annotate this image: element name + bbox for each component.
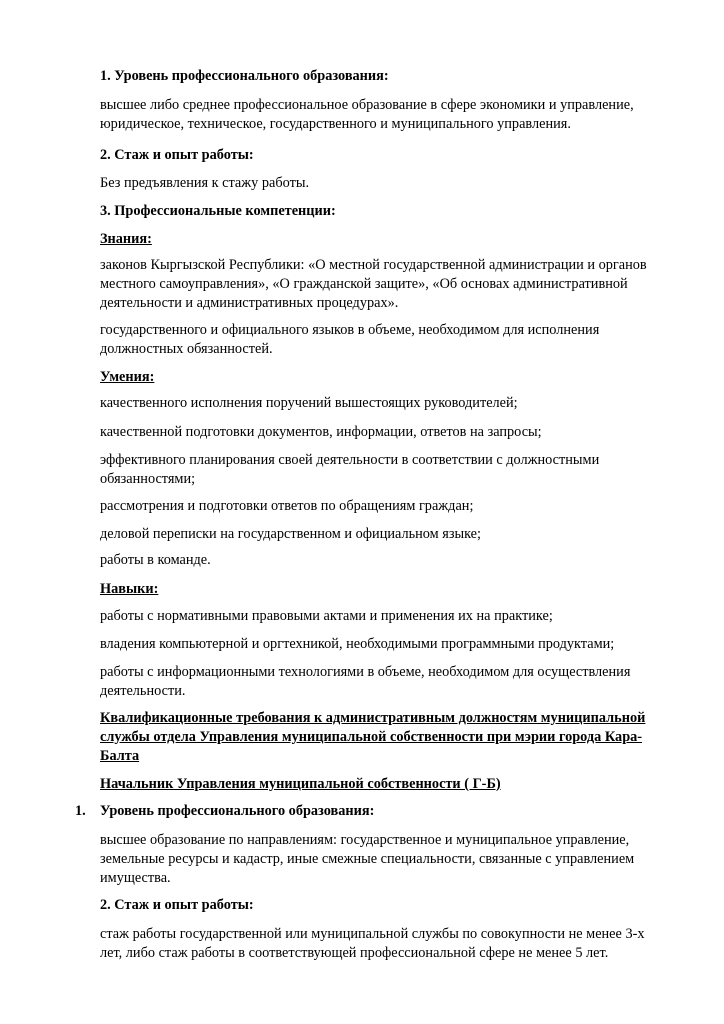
paragraph-line: имущества. [100,870,171,886]
section-title-qualification-requirements: службы отдела Управления муниципальной собственности при мэрии города Кара- [100,729,643,745]
paragraph-line: деятельности и административных процедурах». [100,295,399,311]
paragraph-line: высшее либо среднее профессиональное образование в сфере экономики и управление, [100,97,634,113]
subheading-abilities: Навыки: [100,581,159,597]
heading-professional-competencies: 3. Профессиональные компетенции: [100,203,336,219]
list-item: деловой переписки на государственном и официальном языке; [100,526,482,542]
list-item: качественного исполнения поручений вышестоящих руководителей; [100,395,518,411]
heading-education-level: 1. Уровень профессионального образования: [100,68,389,84]
paragraph-line: лет, либо стаж работы в соответствующей профессиональной сфере не менее 5 лет. [100,945,609,961]
heading-work-experience: 2. Стаж и опыт работы: [100,147,254,163]
list-item: качественной подготовки документов, информации, ответов на запросы; [100,424,542,440]
paragraph-line: высшее образование по направлениям: государственное и муниципальное управление, [100,832,630,848]
heading-education-level: Уровень профессионального образования: [100,803,375,819]
paragraph-line: законов Кыргызской Республики: «О местной государственной администрации и органов [100,257,647,273]
paragraph-line: юридическое, техническое, государственного и муниципального управления. [100,116,571,132]
list-item: деятельности. [100,683,186,699]
list-item: эффективного планирования своей деятельности в соответствии с должностными [100,452,600,468]
subheading-knowledge: Знания: [100,231,152,247]
section-title-qualification-requirements: Балта [100,748,140,764]
position-title: Начальник Управления муниципальной собственности ( Г-Б) [100,776,501,792]
paragraph-line: земельные ресурсы и кадастр, иные смежные специальности, связанные с управлением [100,851,635,867]
list-item: рассмотрения и подготовки ответов по обращениям граждан; [100,498,474,514]
list-item: владения компьютерной и оргтехникой, необходимыми программными продуктами; [100,636,615,652]
paragraph-line: местного самоуправления», «О гражданской защите», «Об основах административной [100,276,628,292]
paragraph-line: стаж работы государственной или муниципальной службы по совокупности не менее 3-х [100,926,645,942]
heading-work-experience: 2. Стаж и опыт работы: [100,897,254,913]
list-item: работы с информационными технологиями в объеме, необходимом для осуществления [100,664,631,680]
paragraph-line: Без предъявления к стажу работы. [100,175,310,191]
list-item: работы в команде. [100,552,211,568]
list-item: обязанностями; [100,471,196,487]
subheading-skills: Умения: [100,369,155,385]
list-item: работы с нормативными правовыми актами и применения их на практике; [100,608,553,624]
section-title-qualification-requirements: Квалификационные требования к административным должностям муниципальной [100,710,646,726]
list-number: 1. [75,803,86,819]
paragraph-line: должностных обязанностей. [100,341,273,357]
paragraph-line: государственного и официального языков в объеме, необходимом для исполнения [100,322,600,338]
